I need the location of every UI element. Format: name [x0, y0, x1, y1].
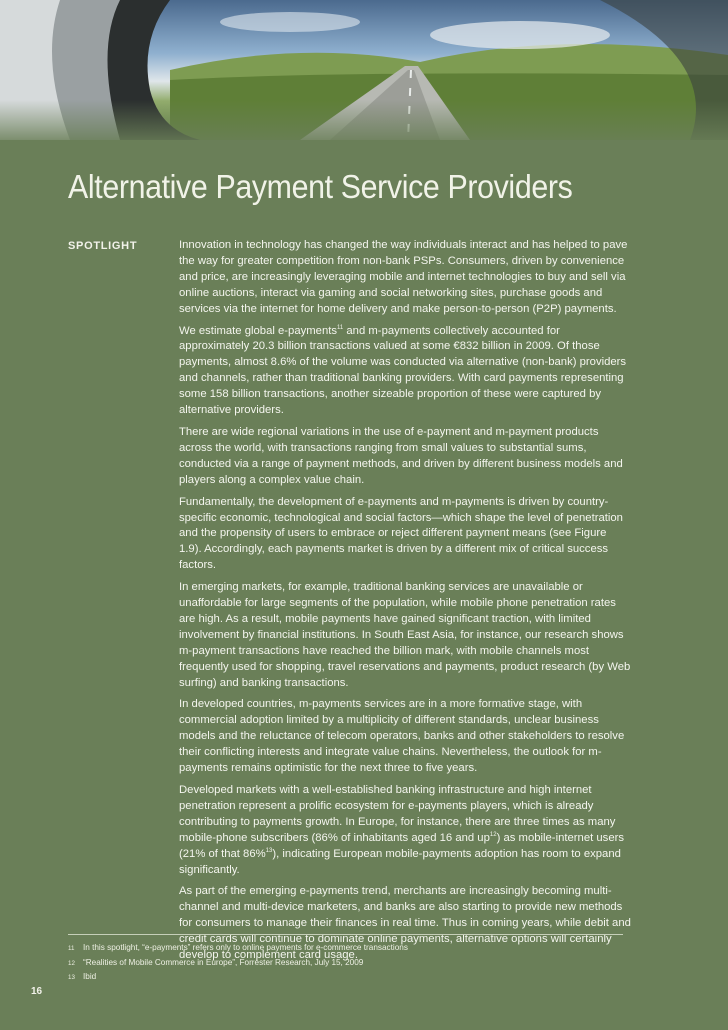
- footnote-ref-11[interactable]: 11: [337, 324, 344, 331]
- article-body: [179, 238, 631, 970]
- paragraph-3: There are wide regional variations in the use of e-payment and m-payment products across the world, with transactions ranging from small values to substantial sums, conducted via a range of payment methods, and driven by different business models and players along a complex value chain.: [179, 425, 623, 486]
- footnote-ref-13[interactable]: 13: [265, 847, 273, 854]
- photo-fade: [0, 100, 728, 140]
- footnote-ref-12[interactable]: 12: [489, 831, 497, 838]
- spotlight-label: SPOTLIGHT: [68, 240, 138, 252]
- paragraph-1: Innovation in technology has changed the way individuals interact and has helped to pave the way for greater competition from non-bank PSPs. Consumers, driven by convenience and price, are increasingly leveraging mobile and internet technologies to buy and sell via online auctions, interact via gaming and social networking sites, purchase goods and services via the internet for home delivery and make person-to-person (P2P) payments.: [179, 239, 628, 315]
- paragraph-5: In emerging markets, for example, traditional banking services are unavailable or unaffordable for large segments of the population, while mobile phone penetration rates are high. As a result, mobile payments have gained significant traction, with limited involvement by financial institutions. In South East Asia, for instance, our research shows m-payment transactions have reached the billion mark, with mobile channels most frequently used for shopping, travel reservations and payments, product research (by Web surfing) and banking transactions.: [179, 581, 631, 689]
- footnote-text: In this spotlight, “e-payments” refers only to online payments for e-commerce transactions: [83, 943, 408, 952]
- paragraph-7: Developed markets with a well-established banking infrastructure and high internet penetration represent a prolific ecosystem for e-payments players, which is already contributing to payments growth. In Europe, for instance, there are three times as many mobile-phone subscribers (86% of inhabitants aged 16 and $up^{12}$) as mobile-internet users (21% of that 86%$^{13}$), indicating European mobile-payments adoption has room to expand significantly.: [179, 784, 625, 876]
- footnote-12: [68, 956, 628, 971]
- footnote-number: 13: [68, 974, 75, 981]
- footnote-11: [68, 941, 628, 956]
- footnote-number: 12: [68, 959, 75, 967]
- paragraph-2: We estimate global e-payments$^{11}$ and m-payments collectively accounted for approximately 20.3 billion transactions valued at some €832 billion in 2009. Of those payments, almost 8.6% of the volume was conducted via alternative (non-bank) providers and channels, rather than traditional banking providers. With card payments representing some 158 billion transactions, another sizeable proportion of these were captured by alternative providers.: [179, 324, 627, 417]
- paragraph-4: Fundamentally, the development of e-payments and m-payments is driven by country-specific economic, technological and social factors—which shape the level of penetration and the propensity of users to embrace or reject different payment means (see Figure 1.9). Accordingly, each payments market is driven by a different mix of critical success factors.: [179, 495, 623, 572]
- footnote-text: Ibid: [83, 972, 97, 981]
- header-photo: [0, 0, 728, 140]
- page-title: Alternative Payment Service Providers: [68, 168, 573, 205]
- footnote-13: [68, 970, 628, 985]
- footnote-number: 11: [68, 945, 75, 952]
- paragraph-6: In developed countries, m-payments services are in a more formative stage, with commercial adoption limited by a multiplicity of different standards, unclear business models and the reluctance of telecom operators, banks and other stakeholders to resolve their conflicting interests and integrate value chains. Nevertheless, the outlook for m-payments remains optimistic for the next three to five years.: [179, 698, 625, 775]
- footnotes: [68, 941, 628, 985]
- page-number: 16: [31, 986, 43, 997]
- footnote-divider: [68, 934, 623, 935]
- footnote-text: “Realities of Mobile Commerce in Europe”, Forrester Research, July 15, 2009: [83, 957, 364, 967]
- paragraph-8: As part of the emerging e-payments trend, merchants are increasingly becoming multi-channel and multi-device marketers, and banks are also starting to provide new methods for consumers to manage their finances in real time. Thus in coming years, while debit and credit cards will continue to dominate online payments, alternative options will certainly develop to complement card usage.: [179, 885, 631, 962]
